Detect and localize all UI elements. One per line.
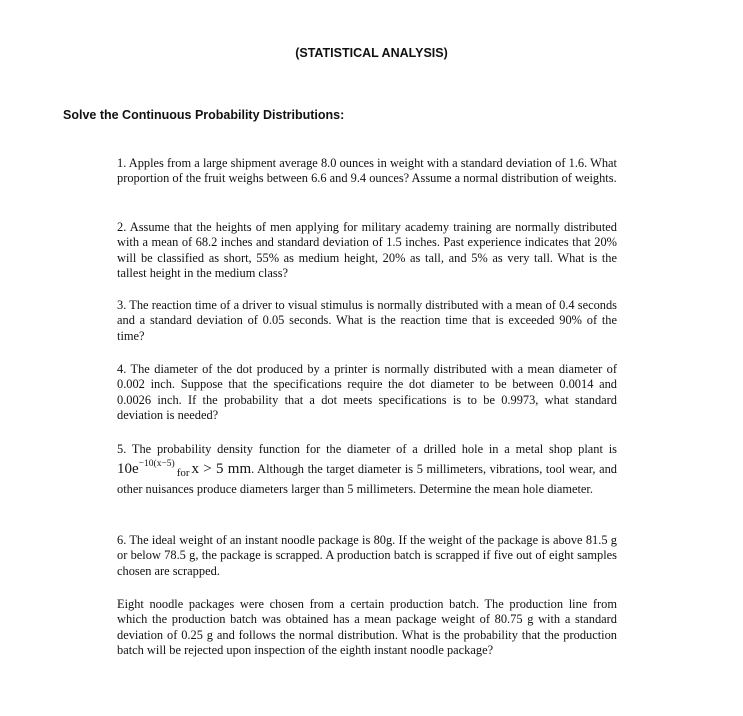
problem-5-intro: 5. The probability density function for the diameter of a drilled hole in a metal shop plant is: [117, 442, 617, 456]
domain-condition: x > 5 mm: [191, 461, 252, 478]
problem-6: 6. The ideal weight of an instant noodle package is 80g. If the weight of the package is above 81.5 g or below 78.5 g, the package is scrapped. A production batch is scrapped if five out of eight samples chosen are scrapped.: [117, 533, 617, 578]
problem-6-continuation: Eight noodle packages were chosen from a certain production batch. The production line from which the production batch was obtained has a mean package weight of 80.75 g with a standard deviation of 0.25 g and follows the normal distribution. What is the probability that the production batch will be rejected upon inspection of the eighth instant noodle package?: [117, 597, 617, 657]
pdf-formula: [117, 461, 175, 477]
problem-4: 4. The diameter of the dot produced by a printer is normally distributed with a mean diameter of 0.002 inch. Suppose that the specifications require the dot diameter to be between 0.0014 and 0.0026 inch. If the probability that a dot meets specifications is to be 0.9973, what standard deviation is needed?: [117, 362, 617, 422]
problem-1: 1. Apples from a large shipment average 8.0 ounces in weight with a standard deviation of 1.6. What proportion of the fruit weighs between 6.6 and 9.4 ounces? Assume a normal distribution of weights.: [117, 156, 617, 186]
pdf-formula-base: 10e: [117, 461, 139, 478]
document-title: (STATISTICAL ANALYSIS): [295, 46, 448, 60]
problem-5-rest: . Although the target diameter is 5 millimeters, vibrations, tool wear, and other nuisances produce diameters larger than 5 millimeters. Determine the mean hole diameter.: [117, 462, 617, 496]
problem-5: [117, 442, 617, 497]
problem-3: 3. The reaction time of a driver to visual stimulus is normally distributed with a mean of 0.4 seconds and a standard deviation of 0.05 seconds. What is the reaction time that is exceeded 90% of the time?: [117, 298, 617, 343]
instruction-heading: Solve the Continuous Probability Distributions:: [63, 108, 345, 122]
pdf-formula-exponent: −10(x−5): [138, 459, 175, 470]
problem-2: 2. Assume that the heights of men applying for military academy training are normally distributed with a mean of 68.2 inches and standard deviation of 1.5 inches. Past experience indicates that 20% will be classified as short, 55% as medium height, 20% as tall, and 5% as very tall. What is the tallest height in the medium class?: [117, 220, 617, 280]
for-word: for: [176, 467, 190, 480]
